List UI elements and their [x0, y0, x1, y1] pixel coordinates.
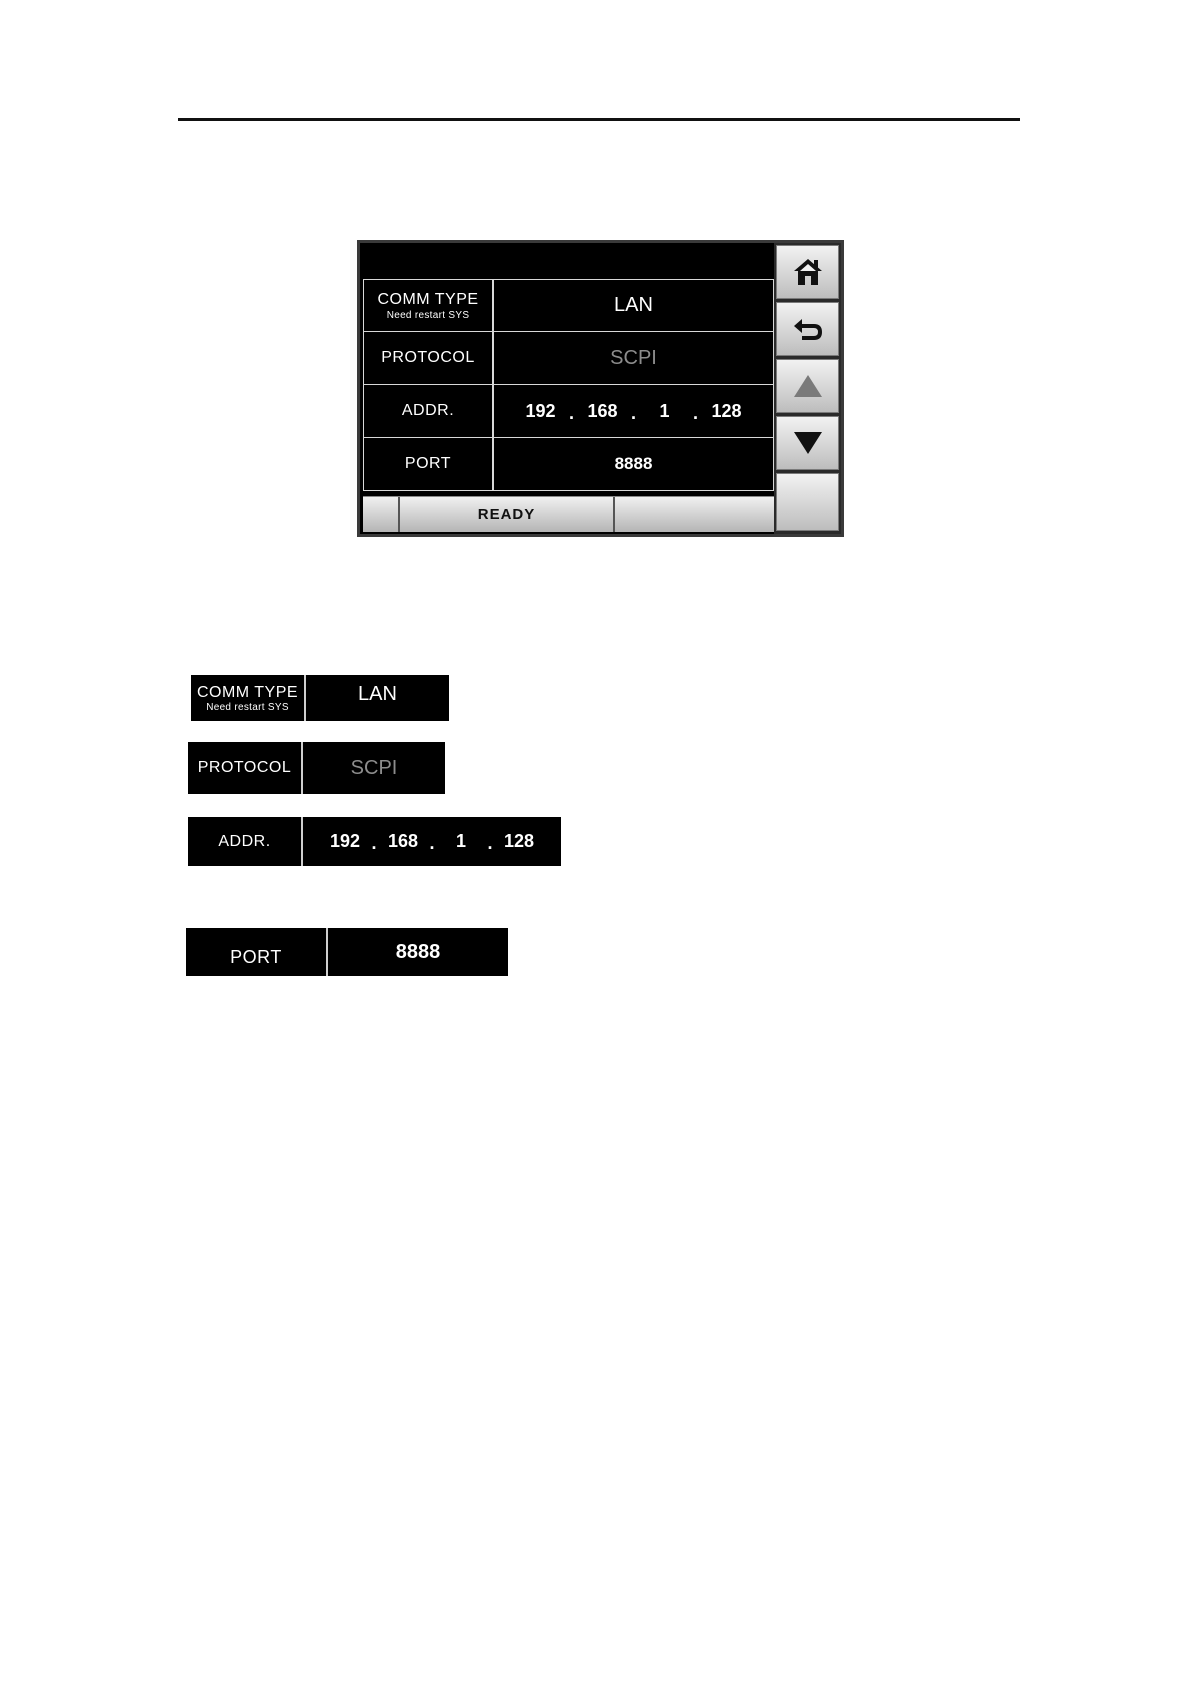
comm-type-sublabel: Need restart SYS [386, 309, 470, 321]
callout-comm-type-value: LAN [306, 675, 449, 721]
callout-comm-type [191, 675, 449, 721]
protocol-value: SCPI [610, 346, 657, 369]
device-screen [357, 240, 844, 537]
callout-addr-label: ADDR. [188, 817, 303, 866]
callout-addr [188, 817, 561, 866]
row-addr[interactable] [363, 385, 774, 438]
header-rule [178, 118, 1020, 121]
ip-separator: . [568, 402, 574, 423]
port-value[interactable]: 8888 [614, 454, 653, 473]
back-button[interactable] [776, 302, 839, 356]
scroll-down-button[interactable] [776, 416, 839, 470]
triangle-down-icon [792, 429, 824, 457]
callout-protocol [188, 742, 445, 794]
ip-octet-4[interactable]: 128 [711, 400, 742, 421]
row-comm-type[interactable] [363, 279, 774, 332]
callout-ip-octet-4: 128 [503, 831, 535, 851]
callout-ip-address [321, 831, 543, 852]
callout-ip-separator: . [487, 833, 493, 853]
home-icon [792, 257, 824, 287]
status-bar [363, 496, 774, 532]
protocol-label [364, 332, 494, 384]
row-protocol[interactable] [363, 332, 774, 385]
callout-comm-type-label [191, 675, 306, 721]
callout-protocol-value: SCPI [303, 742, 445, 794]
ip-octet-1[interactable]: 192 [525, 400, 556, 421]
addr-label [364, 385, 494, 437]
callout-port-label: PORT [186, 928, 328, 976]
ip-octet-2[interactable]: 168 [587, 400, 618, 421]
settings-list [363, 279, 774, 491]
callout-ip-octet-2: 168 [387, 831, 419, 851]
callout-port [186, 928, 508, 976]
callout-addr-value [303, 817, 561, 866]
protocol-label-text: PROTOCOL [381, 349, 475, 366]
row-port[interactable] [363, 438, 774, 491]
ip-separator: . [630, 402, 636, 423]
callout-comm-type-sublabel: Need restart SYS [206, 701, 289, 713]
ip-separator: . [692, 402, 698, 423]
ip-address-field [515, 401, 753, 422]
triangle-up-icon [792, 372, 824, 400]
port-label [364, 438, 494, 490]
callout-port-value: 8888 [328, 928, 508, 976]
screen-title-bar [360, 243, 774, 279]
callout-ip-octet-1: 192 [329, 831, 361, 851]
home-button[interactable] [776, 245, 839, 299]
callout-ip-separator: . [371, 833, 377, 853]
side-button-panel [774, 243, 841, 534]
status-segment-right [615, 497, 774, 532]
port-label-text: PORT [404, 455, 452, 472]
comm-type-value[interactable]: LAN [614, 294, 653, 316]
callout-ip-separator: . [429, 833, 435, 853]
ip-octet-3[interactable]: 1 [659, 400, 670, 421]
comm-type-label [364, 280, 494, 331]
status-text: READY [400, 497, 615, 532]
addr-label-text: ADDR. [401, 402, 455, 419]
comm-type-label-text: COMM TYPE [377, 290, 479, 308]
addr-value [494, 385, 773, 437]
callout-ip-octet-3: 1 [455, 831, 466, 851]
status-segment-left [363, 497, 400, 532]
back-arrow-icon [792, 316, 824, 342]
blank-side-button[interactable] [776, 473, 839, 531]
callout-protocol-label: PROTOCOL [188, 742, 303, 794]
callout-comm-type-label-text: COMM TYPE [196, 683, 299, 701]
scroll-up-button[interactable] [776, 359, 839, 413]
